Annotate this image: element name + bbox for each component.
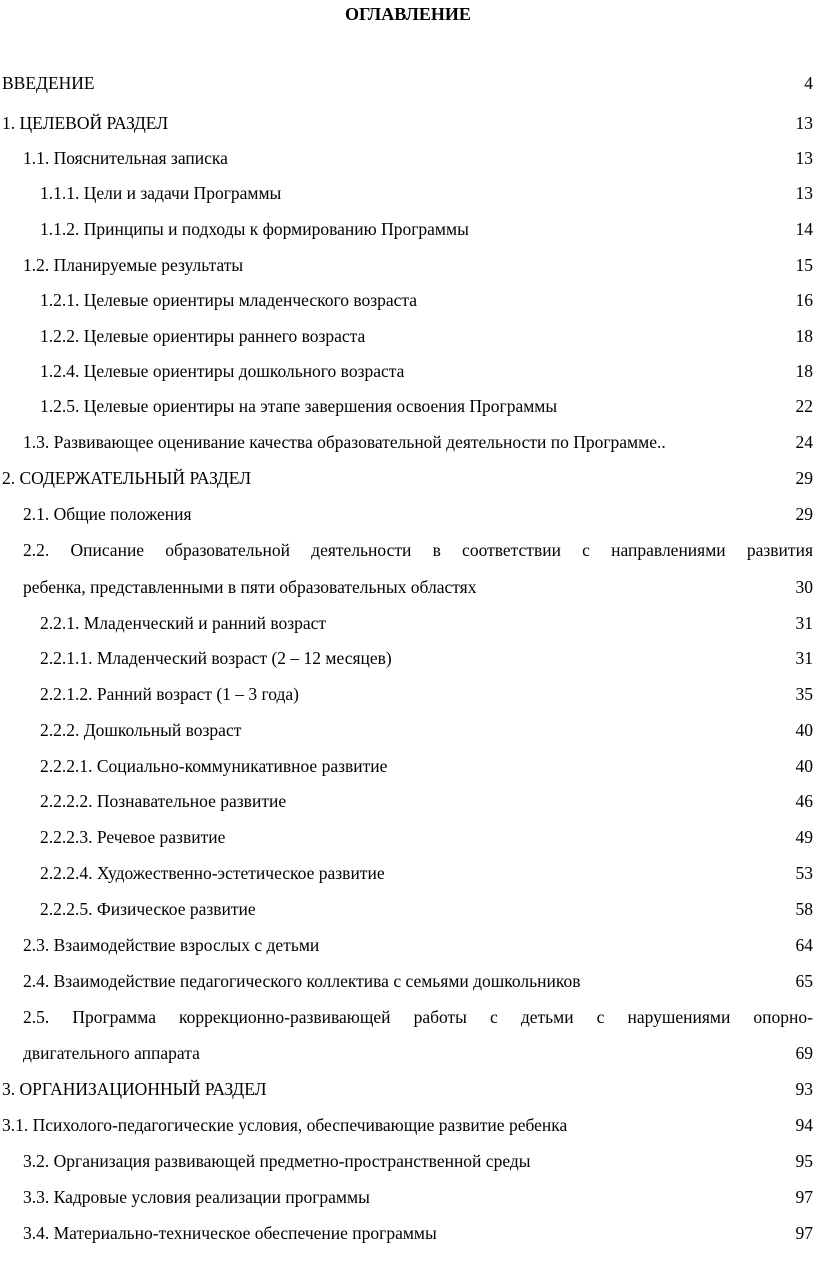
toc-entry-label: 2.1. Общие положения	[23, 504, 192, 524]
toc-page-number: 31	[795, 648, 813, 668]
toc-entry-label: 1. ЦЕЛЕВОЙ РАЗДЕЛ	[2, 113, 169, 133]
toc-entry-label: 2.2.2.4. Художественно-эстетическое развитие	[40, 863, 385, 883]
toc-page-number: 93	[795, 1079, 813, 1099]
toc-entry[interactable]	[23, 146, 813, 170]
toc-entry[interactable]	[23, 575, 813, 599]
toc-entry[interactable]	[23, 969, 813, 993]
toc-entry[interactable]	[23, 1221, 813, 1245]
toc-entry[interactable]	[23, 430, 813, 454]
toc-page-number: 65	[795, 971, 813, 991]
toc-entry-label: 1.2.1. Целевые ориентиры младенческого возраста	[40, 290, 418, 310]
toc-page-number: 4	[804, 73, 813, 93]
toc-page-number: 97	[795, 1187, 813, 1207]
toc-entry[interactable]	[40, 359, 813, 383]
toc-entry[interactable]	[2, 466, 813, 490]
toc-entry[interactable]	[40, 324, 813, 348]
toc-entry-label: 2.2.2.1. Социально-коммуникативное развитие	[40, 756, 388, 776]
toc-page-number: 22	[795, 396, 813, 416]
toc-entry[interactable]	[40, 217, 813, 241]
toc-entry[interactable]	[40, 181, 813, 205]
toc-entry-label: 2.3. Взаимодействие взрослых с детьми	[23, 935, 320, 955]
toc-entry[interactable]	[40, 718, 813, 742]
toc-entry-label: двигательного аппарата	[23, 1043, 200, 1063]
toc-entry-label: 1.2.4. Целевые ориентиры дошкольного возраста	[40, 361, 405, 381]
toc-page-number: 69	[795, 1043, 813, 1063]
toc-entry[interactable]	[23, 253, 813, 277]
toc-entry-first-line[interactable]: 2.2. Описание образовательной деятельности в соответствии с направлениями развития	[23, 540, 813, 560]
toc-page-number: 40	[795, 756, 813, 776]
toc-page-number: 13	[795, 148, 813, 168]
toc-page-number: 35	[795, 684, 813, 704]
toc-entry-label: 2.2.2.5. Физическое развитие	[40, 899, 256, 919]
toc-entry-label: 2.2.1.2. Ранний возраст (1 – 3 года)	[40, 684, 300, 704]
toc-entry-label: 2.4. Взаимодействие педагогического коллектива с семьями дошкольников	[23, 971, 581, 991]
page-title: ОГЛАВЛЕНИЕ	[345, 4, 471, 24]
toc-entry[interactable]	[23, 933, 813, 957]
toc-entry-label: 1.1.1. Цели и задачи Программы	[40, 183, 282, 203]
toc-entry-label: ребенка, представленными в пяти образовательных областях	[23, 577, 477, 597]
toc-entry-label: 3.3. Кадровые условия реализации программы	[23, 1187, 370, 1207]
toc-page-number: 53	[795, 863, 813, 883]
toc-page-number: 95	[795, 1151, 813, 1171]
toc-entry[interactable]	[2, 71, 813, 95]
toc-entry[interactable]	[40, 789, 813, 813]
toc-entry[interactable]	[23, 1149, 813, 1173]
toc-page-number: 64	[795, 935, 813, 955]
toc-entry-label: 1.1. Пояснительная записка	[23, 148, 228, 168]
toc-entry-first-line[interactable]: 2.5. Программа коррекционно-развивающей работы с детьми с нарушениями опорно-	[23, 1007, 813, 1027]
toc-entry[interactable]	[40, 861, 813, 885]
toc-entry-label: ВВЕДЕНИЕ	[2, 73, 95, 93]
toc-page-number: 13	[795, 113, 813, 133]
toc-entry-label: 3.2. Организация развивающей предметно-пространственной среды	[23, 1151, 531, 1171]
toc-entry[interactable]	[2, 1077, 813, 1101]
toc-page-number: 46	[795, 791, 813, 811]
toc-page-number: 29	[795, 504, 813, 524]
toc-page-number: 30	[795, 577, 813, 597]
toc-page-number: 14	[795, 219, 813, 239]
toc-entry[interactable]	[40, 611, 813, 635]
toc-page-number: 15	[795, 255, 813, 275]
toc-page-number: 94	[795, 1115, 813, 1135]
toc-page-number: 18	[795, 361, 813, 381]
toc-entry[interactable]	[23, 502, 813, 526]
toc-entry-label: 1.2. Планируемые результаты	[23, 255, 244, 275]
toc-entry-label: 2. СОДЕРЖАТЕЛЬНЫЙ РАЗДЕЛ	[2, 468, 252, 488]
toc-entry-label: 3.4. Материально-техническое обеспечение программы	[23, 1223, 437, 1243]
toc-entry-label: 2.2.2.3. Речевое развитие	[40, 827, 226, 847]
toc-entry[interactable]	[2, 1113, 813, 1137]
toc-entry[interactable]	[40, 646, 813, 670]
toc-page-number: 18	[795, 326, 813, 346]
toc-page-number: 29	[795, 468, 813, 488]
toc-entry[interactable]	[40, 754, 813, 778]
toc-entry[interactable]	[2, 111, 813, 135]
toc-page-number: 58	[795, 899, 813, 919]
toc-entry-label: 2.2.1. Младенческий и ранний возраст	[40, 613, 327, 633]
toc-entry[interactable]	[40, 682, 813, 706]
toc-entry[interactable]	[40, 897, 813, 921]
toc-entry[interactable]	[23, 1185, 813, 1209]
toc-entry[interactable]	[40, 825, 813, 849]
toc-page-number: 49	[795, 827, 813, 847]
toc-entry-label: 1.2.2. Целевые ориентиры раннего возраста	[40, 326, 366, 346]
toc-entry-label: 1.3. Развивающее оценивание качества образовательной деятельности по Программе..	[23, 432, 666, 452]
toc-entry-label: 1.2.5. Целевые ориентиры на этапе завершения освоения Программы	[40, 396, 558, 416]
toc-entry-label: 3.1. Психолого-педагогические условия, обеспечивающие развитие ребенка	[2, 1115, 568, 1135]
toc-entry-label: 3. ОРГАНИЗАЦИОННЫЙ РАЗДЕЛ	[2, 1079, 267, 1099]
toc-entry-label: 1.1.2. Принципы и подходы к формированию Программы	[40, 219, 469, 239]
toc-page-number: 16	[795, 290, 813, 310]
toc-entry[interactable]	[23, 1041, 813, 1065]
toc-page-number: 97	[795, 1223, 813, 1243]
toc-entry[interactable]	[40, 394, 813, 418]
toc-entry[interactable]	[40, 288, 813, 312]
toc-entry-label: 2.2.2.2. Познавательное развитие	[40, 791, 287, 811]
toc-page-number: 24	[795, 432, 813, 452]
toc-page-number: 31	[795, 613, 813, 633]
toc-entry-label: 2.2.1.1. Младенческий возраст (2 – 12 месяцев)	[40, 648, 392, 668]
toc-page-number: 13	[795, 183, 813, 203]
toc-page-number: 40	[795, 720, 813, 740]
toc-entry-label: 2.2.2. Дошкольный возраст	[40, 720, 242, 740]
